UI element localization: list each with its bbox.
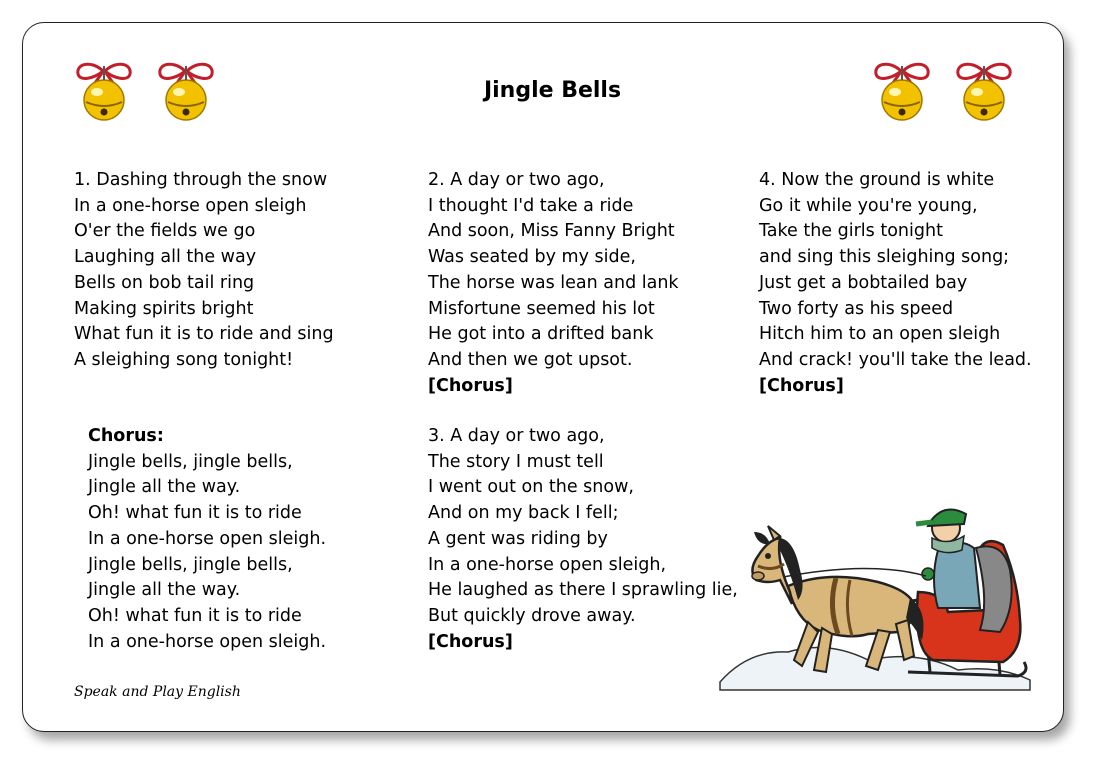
lyric-line: Jingle bells, jingle bells, [88, 451, 293, 472]
lyric-line: And crack! you'll take the lead. [759, 349, 1032, 370]
lyric-line: What fun it is to ride and sing [74, 324, 334, 345]
lyric-line: And soon, Miss Fanny Bright [428, 221, 675, 242]
footer-credit: Speak and Play English [74, 684, 241, 700]
lyric-line: Jingle all the way. [88, 477, 241, 498]
lyric-line: In a one-horse open sleigh, [428, 554, 667, 575]
lyric-line: O'er the fields we go [74, 221, 256, 242]
lyric-line: I went out on the snow, [428, 477, 634, 498]
lyric-line: Just get a bobtailed bay [759, 272, 968, 293]
lyric-line: Go it while you're young, [759, 195, 978, 216]
stanza-2 [428, 168, 679, 399]
lyric-line: Bells on bob tail ring [74, 272, 255, 293]
chorus-heading: Chorus: [88, 426, 164, 446]
horse-sleigh-illustration [718, 500, 1033, 695]
lyric-line: 3. A day or two ago, [428, 426, 605, 446]
lyric-line: In a one-horse open sleigh. [88, 528, 327, 549]
lyric-line: Oh! what fun it is to ride [88, 605, 302, 626]
lyric-line: Two forty as his speed [759, 298, 954, 319]
lyric-line: Jingle bells, jingle bells, [88, 554, 293, 575]
lyric-line: The story I must tell [428, 451, 604, 472]
chorus-reference: [Chorus] [428, 375, 513, 396]
chorus-reference: [Chorus] [428, 631, 513, 652]
lyric-line: In a one-horse open sleigh. [88, 631, 327, 652]
lyric-line: Take the girls tonight [759, 221, 943, 242]
lyric-line: and sing this sleighing song; [759, 247, 1010, 268]
lyric-line: Laughing all the way [74, 247, 257, 268]
lyric-line: 1. Dashing through the snow [74, 170, 328, 190]
lyric-line: And then we got upsot. [428, 349, 633, 370]
lyric-line: A sleighing song tonight! [74, 349, 294, 370]
page-title: Jingle Bells [483, 78, 622, 103]
stanza-4 [759, 168, 1032, 399]
stanza-3 [428, 424, 738, 655]
lyric-line: Hitch him to an open sleigh [759, 324, 1001, 345]
lyric-line: The horse was lean and lank [428, 272, 679, 293]
lyric-line: Making spirits bright [74, 298, 254, 319]
lyric-line: He got into a drifted bank [428, 324, 654, 345]
lyric-line: A gent was riding by [428, 528, 608, 549]
chorus [88, 424, 326, 655]
lyric-line: I thought I'd take a ride [428, 195, 634, 216]
stanza-1 [74, 168, 334, 374]
lyric-line: But quickly drove away. [428, 605, 636, 626]
lyric-line: In a one-horse open sleigh [74, 195, 307, 216]
lyric-line: Jingle all the way. [88, 580, 241, 601]
lyric-line: And on my back I fell; [428, 503, 619, 524]
lyric-line: 2. A day or two ago, [428, 170, 605, 190]
lyric-line: He laughed as there I sprawling lie, [428, 580, 738, 601]
lyric-line: 4. Now the ground is white [759, 170, 995, 190]
lyric-line: Misfortune seemed his lot [428, 298, 655, 319]
lyric-line: Oh! what fun it is to ride [88, 503, 302, 524]
lyric-line: Was seated by my side, [428, 247, 636, 268]
chorus-reference: [Chorus] [759, 375, 844, 396]
